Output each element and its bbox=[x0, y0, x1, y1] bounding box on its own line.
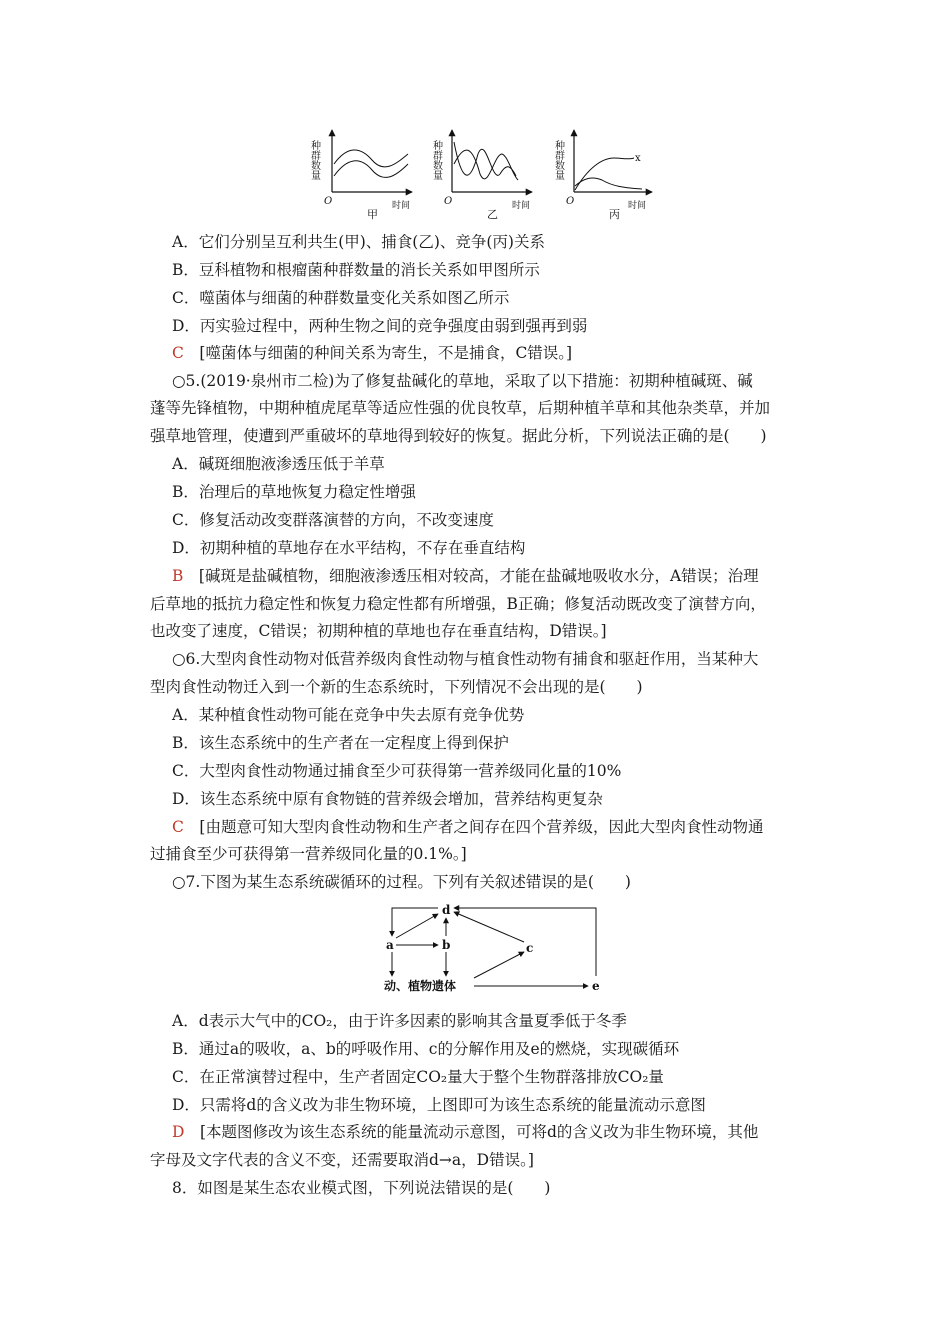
panel-label-bing: 丙 bbox=[609, 208, 620, 221]
node-d: d bbox=[442, 903, 451, 917]
q7-stem: ○7.下图为某生态系统碳循环的过程。下列有关叙述错误的是( ) bbox=[172, 873, 631, 891]
q5-explanation-2: 后草地的抵抗力稳定性和恢复力稳定性都有所增强，B正确；修复活动既改变了演替方向， bbox=[150, 595, 766, 613]
q5-option-c: C．修复活动改变群落演替的方向，不改变速度 bbox=[172, 511, 494, 529]
origin-jia: O bbox=[324, 196, 333, 207]
graph-yi bbox=[431, 130, 533, 221]
q4-option-a: A．它们分别呈互利共生(甲)、捕食(乙)、竞争(丙)关系 bbox=[172, 233, 545, 251]
node-c: c bbox=[526, 941, 534, 955]
ylabel-jia: 种群数量 bbox=[308, 140, 320, 180]
node-remains: 动、植物遗体 bbox=[384, 979, 457, 993]
curve-bing-2 bbox=[575, 178, 642, 189]
q6-explanation-2: 过捕食至少可获得第一营养级同化量的0.1%。] bbox=[150, 845, 467, 863]
ylabel-yi: 种群数量 bbox=[430, 140, 442, 180]
q7-answer: D bbox=[172, 1123, 185, 1141]
panel-label-jia: 甲 bbox=[367, 208, 378, 221]
q5-explanation-3: 也改变了速度，C错误；初期种植的草地也存在垂直结构，D错误。] bbox=[150, 622, 607, 640]
q7-option-a: A．d表示大气中的CO₂，由于许多因素的影响其含量夏季低于冬季 bbox=[172, 1012, 627, 1030]
node-e: e bbox=[592, 979, 600, 993]
q5-option-d: D．初期种植的草地存在水平结构，不存在垂直结构 bbox=[172, 539, 526, 557]
q5-answer: B bbox=[172, 567, 184, 585]
q5-stem-1: ○5.(2019·泉州市二检)为了修复盐碱化的草地，采取了以下措施：初期种植碱斑、碱 bbox=[172, 372, 753, 390]
ylabel-bing: 种群数量 bbox=[552, 140, 564, 180]
q5-option-a: A．碱斑细胞液渗透压低于羊草 bbox=[172, 455, 385, 473]
q4-option-c: C．噬菌体与细菌的种群数量变化关系如图乙所示 bbox=[172, 289, 510, 307]
xlabel-bing: 时间 bbox=[628, 201, 647, 211]
node-b: b bbox=[442, 938, 451, 952]
q5-option-b: B．治理后的草地恢复力稳定性增强 bbox=[172, 483, 416, 501]
q5-stem-3: 强草地管理，使遭到严重破坏的草地得到较好的恢复。据此分析，下列说法正确的是( ) bbox=[150, 427, 767, 445]
graph-jia bbox=[309, 130, 413, 221]
origin-bing: O bbox=[566, 196, 575, 207]
q5-answer-line bbox=[172, 566, 759, 586]
q6-answer-line bbox=[172, 817, 763, 837]
origin-yi: O bbox=[444, 196, 453, 207]
q5-explanation-1: [碱斑是盐碱植物，细胞液渗透压相对较高，才能在盐碱地吸收水分，A错误；治理 bbox=[198, 567, 759, 585]
q4-answer: C bbox=[172, 344, 184, 362]
curve-bing-x bbox=[575, 158, 634, 190]
q7-option-c: C．在正常演替过程中，生产者固定CO₂量大于整个生物群落排放CO₂量 bbox=[172, 1068, 664, 1086]
q6-stem-2: 型肉食性动物迁入到一个新的生态系统时，下列情况不会出现的是( ) bbox=[150, 678, 643, 696]
xlabel-jia: 时间 bbox=[392, 201, 411, 211]
q5-stem-2: 蓬等先锋植物，中期种植虎尾草等适应性强的优良牧草，后期种植羊草和其他杂类草，并加 bbox=[150, 399, 771, 417]
q7-answer-line bbox=[172, 1122, 758, 1142]
q6-stem-1: ○6.大型肉食性动物对低营养级肉食性动物与植食性动物有捕食和驱赶作用，当某种大 bbox=[172, 650, 759, 668]
node-a: a bbox=[386, 938, 394, 952]
q4-option-d: D．丙实验过程中，两种生物之间的竞争强度由弱到强再到弱 bbox=[172, 317, 588, 335]
q4-answer-line bbox=[172, 343, 572, 363]
q6-option-a: A．某种植食性动物可能在竞争中失去原有竞争优势 bbox=[172, 706, 525, 724]
panel-label-yi: 乙 bbox=[487, 208, 498, 221]
curve-jia-2 bbox=[334, 161, 408, 178]
q7-explanation-2: 字母及文字代表的含义不变，还需要取消d→a，D错误。] bbox=[150, 1151, 534, 1169]
q6-option-d: D．该生态系统中原有食物链的营养级会增加，营养结构更复杂 bbox=[172, 790, 603, 808]
q6-option-b: B．该生态系统中的生产者在一定程度上得到保护 bbox=[172, 734, 509, 752]
q8-stem: 8．如图是某生态农业模式图，下列说法错误的是( ) bbox=[172, 1179, 551, 1197]
q7-option-d: D．只需将d的含义改为非生物环境，上图即可为该生态系统的能量流动示意图 bbox=[172, 1096, 706, 1114]
carbon-cycle-diagram bbox=[380, 898, 610, 994]
q7-option-b: B．通过a的吸收，a、b的呼吸作用、c的分解作用及e的燃烧，实现碳循环 bbox=[172, 1040, 680, 1058]
q7-explanation-1: [本题图修改为该生态系统的能量流动示意图，可将d的含义改为非生物环境，其他 bbox=[199, 1123, 759, 1141]
q4-explanation: [噬菌体与细菌的种间关系为寄生，不是捕食，C错误。] bbox=[199, 344, 573, 362]
q6-explanation-1: [由题意可知大型肉食性动物和生产者之间存在四个营养级，因此大型肉食性动物通 bbox=[199, 818, 764, 836]
q6-answer: C bbox=[172, 818, 184, 836]
q4-option-b: B．豆科植物和根瘤菌种群数量的消长关系如甲图所示 bbox=[172, 261, 540, 279]
population-graphs-figure bbox=[308, 124, 657, 224]
graph-bing bbox=[553, 130, 653, 221]
xlabel-yi: 时间 bbox=[512, 201, 531, 211]
curve-label-x: x bbox=[635, 153, 641, 164]
q6-option-c: C．大型肉食性动物通过捕食至少可获得第一营养级同化量的10% bbox=[172, 762, 622, 780]
